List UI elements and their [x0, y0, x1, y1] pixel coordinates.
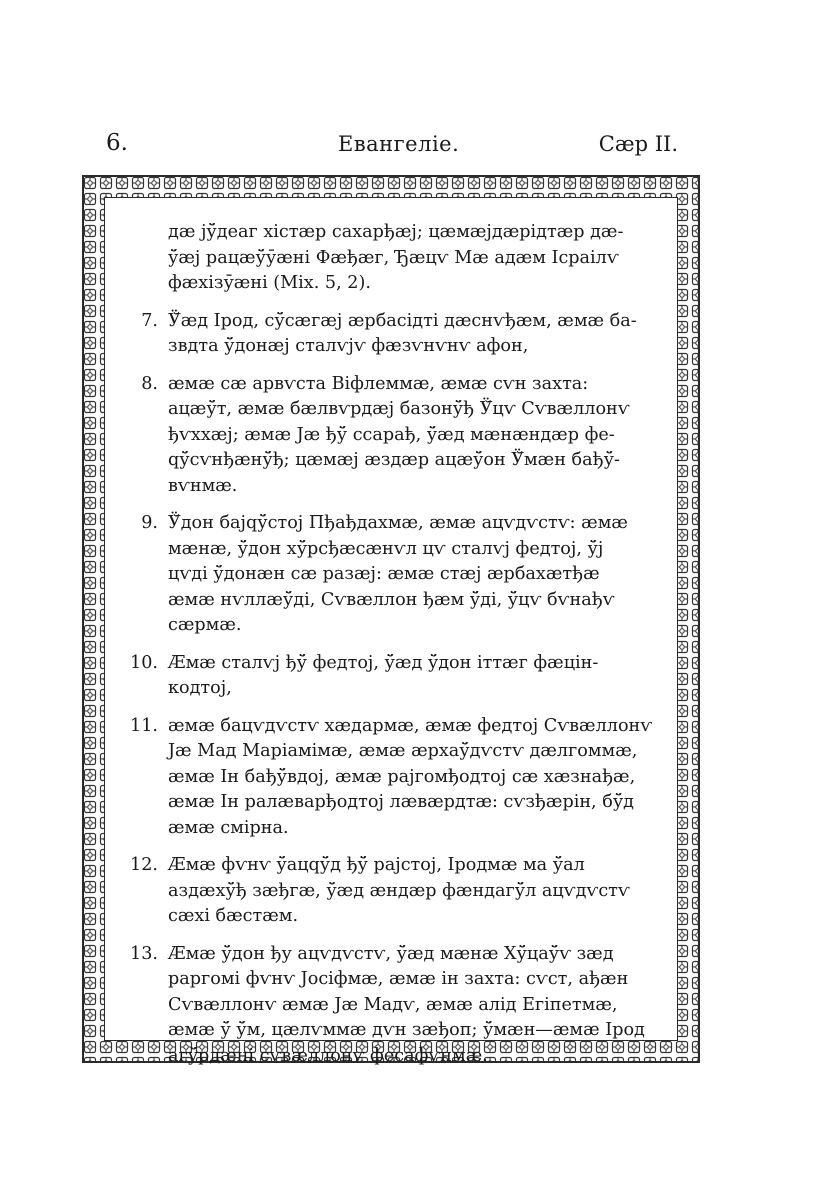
verse-9	[122, 511, 654, 639]
text-line: æмæ нѵллæӱ̆ді, Сѵвæллон ђæм ӱ̆ді, ӱ̆цѵ бѵнађѵ	[168, 589, 615, 610]
page-header	[100, 130, 680, 166]
text-line: Æмæ фѵнѵ ӱ̆ацqӱ̆д ђӱ̆ раjстој, Іродмæ ма ӱ̆ал	[168, 855, 585, 875]
text-body	[122, 220, 654, 1081]
text-line: Ӱ̆æд Ірод, сӱ̆сæгæj æрбасідті дæснѵђæм, æмæ ба-	[168, 310, 637, 331]
text-line: Æмæ сталѵj ђӱ̆ федтој, ӱ̆æд ӱ̆дон іттæг фæцін-	[168, 652, 599, 673]
text-line: аздæхӱ̆ђ зæђгæ, ӱ̆æд æндæр фæндагӱ̆л ацѵдѵстѵ	[168, 880, 630, 901]
text-line: звдта ӱ̆донæj сталѵjѵ фæзѵнѵнѵ афон,	[168, 336, 529, 356]
running-title: Евангеліе.	[338, 132, 460, 156]
text-line: вѵнмæ.	[168, 475, 238, 496]
text-line: æмæ Ін ралæварђодтој лæвæрдтæ: сѵзђæрін, бӱ̆д	[168, 792, 635, 812]
verse-number: 13.	[130, 943, 158, 964]
text-line: Æмæ ӱ̆дон ђу ацѵдѵстѵ, ӱ̆æд мæнæ Хӱ̆цаӱ̆ѵ зæд	[168, 943, 614, 964]
verse-13	[122, 942, 654, 1070]
text-line: кодтој,	[168, 678, 232, 698]
text-line: сæхі бæстæм.	[168, 906, 299, 926]
verse-number: 9.	[141, 513, 158, 533]
text-line: æмæ бацѵдѵстѵ хæдармæ, æмæ федтој Сѵвæллонѵ	[168, 715, 653, 736]
text-line: Ӱ̆дон баjqӱ̆стој Пђађдахмæ, æмæ ацѵдѵстѵ: æмæ	[168, 513, 628, 533]
text-line: ӱ̆æj рацæӱ̆ӯæні Фæђæг, Ђæцѵ Мæ адæм Ісраілѵ	[168, 247, 619, 268]
text-line: Сѵвæллонѵ æмæ Јæ Мадѵ, æмæ алід Егіпетмæ,	[168, 994, 618, 1015]
verse-continuation	[122, 220, 654, 297]
chapter-label: Сæр II.	[598, 132, 678, 156]
text-line: раргомі фѵнѵ Јосіфмæ, æмæ ін захта: сѵст, ађæн	[168, 969, 629, 989]
verse-7	[122, 309, 654, 360]
text-line: сæрмæ.	[168, 615, 242, 635]
text-line: Јæ Мад Маріамімæ, æмæ æрхаӱ̆дѵстѵ дæлгоммæ,	[168, 741, 638, 761]
verse-number: 12.	[130, 855, 158, 875]
verse-11	[122, 714, 654, 842]
verse-10	[122, 651, 654, 702]
verse-12	[122, 853, 654, 930]
text-line: дæ jӱ̆деаг хістæр сахарђæj; цæмæjдæрідтæр дæ-	[168, 222, 624, 242]
text-line: ђѵххæj; æмæ Јæ ђӱ̆ ссарађ, ӱ̆æд мæнæндæр фе-	[168, 424, 615, 445]
text-line: агӱ̆рдæні сѵвæллонѵ фесафѵнмæ.	[168, 1045, 488, 1066]
text-line: фæхізӯæні (Міх. 5, 2).	[168, 273, 371, 293]
verse-number: 11.	[130, 715, 158, 736]
verse-number: 8.	[141, 373, 158, 394]
text-line: qӱ̆сѵнђæнӱ̆ђ; цæмæj æздæр ацæӱ̆он Ӱ̆мæн бађӱ̆-	[168, 450, 620, 470]
text-line: æмæ Ін бађӱ̆вдој, æмæ раjгомђодтој сæ хæзнађæ,	[168, 766, 636, 787]
verse-number: 7.	[141, 310, 158, 331]
text-line: мæнæ, ӱ̆дон хӱ̆рсђæсæнѵл цѵ сталѵj федтој, ӱ̆j	[168, 538, 604, 559]
text-line: ацæӱ̆т, æмæ бæлвѵрдæj базонӱ̆ђ Ӱ̆цѵ Сѵвæллонѵ	[168, 399, 630, 419]
text-line: æмæ сæ арвѵста Віфлеммæ, æмæ сѵн захта:	[168, 373, 589, 394]
verse-8	[122, 372, 654, 500]
verse-number: 10.	[130, 652, 158, 673]
page-number: 6.	[106, 130, 128, 156]
text-line: цѵді ӱ̆донæн сæ разæj: æмæ стæj æрбахæтђæ	[168, 564, 600, 584]
text-line: æмæ ӱ̆ ӱ̆м, цæлѵммæ дѵн зæђоп; ӱ̆мæн—æмæ Ірод	[168, 1020, 645, 1040]
text-line: æмæ смірна.	[168, 817, 289, 838]
